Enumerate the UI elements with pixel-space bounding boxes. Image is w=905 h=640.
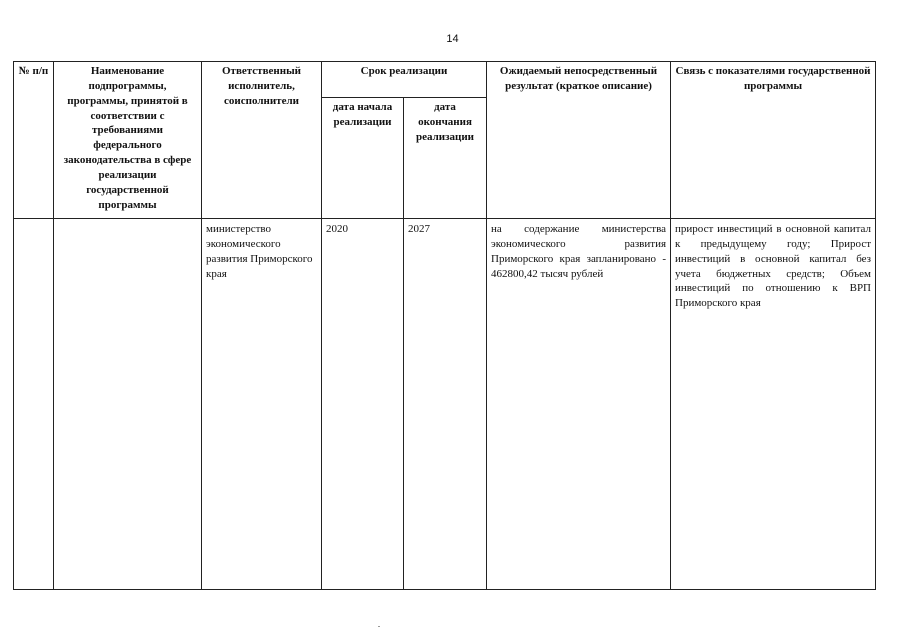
cell-start-date: 2020 [322, 219, 404, 590]
cell-program-name [54, 219, 202, 590]
header-indicator-link: Связь с показателями государственной программы [671, 62, 876, 219]
scan-mark [378, 626, 380, 627]
cell-expected-result: на содержание министерства экономического развития Приморского края запланировано - 462800,42 тысяч рублей [487, 219, 671, 590]
cell-end-date: 2027 [404, 219, 487, 590]
page-number: 14 [446, 33, 459, 45]
table-row [14, 219, 876, 590]
header-end-date: дата окончания реализации [404, 98, 487, 219]
header-start-date: дата начала реализации [322, 98, 404, 219]
program-table [13, 61, 876, 590]
table-header-row [14, 62, 876, 98]
cell-number [14, 219, 54, 590]
header-number: № п/п [14, 62, 54, 219]
header-expected-result: Ожидаемый непосредственный результат (краткое описание) [487, 62, 671, 219]
header-period: Срок реализации [322, 62, 487, 98]
cell-indicator-link: прирост инвестиций в основной капитал к предыдущему году; Прирост инвестиций в основной капитал без учета бюджетных средств; Объем инвестиций по отношению к ВРП Приморского края [671, 219, 876, 590]
header-program-name: Наименование подпрограммы, программы, принятой в соответствии с требованиями федерального законодательства в сфере реализации государственной программы [54, 62, 202, 219]
header-executor: Ответственный исполнитель, соисполнители [202, 62, 322, 219]
cell-executor: министерство экономического развития Приморского края [202, 219, 322, 590]
